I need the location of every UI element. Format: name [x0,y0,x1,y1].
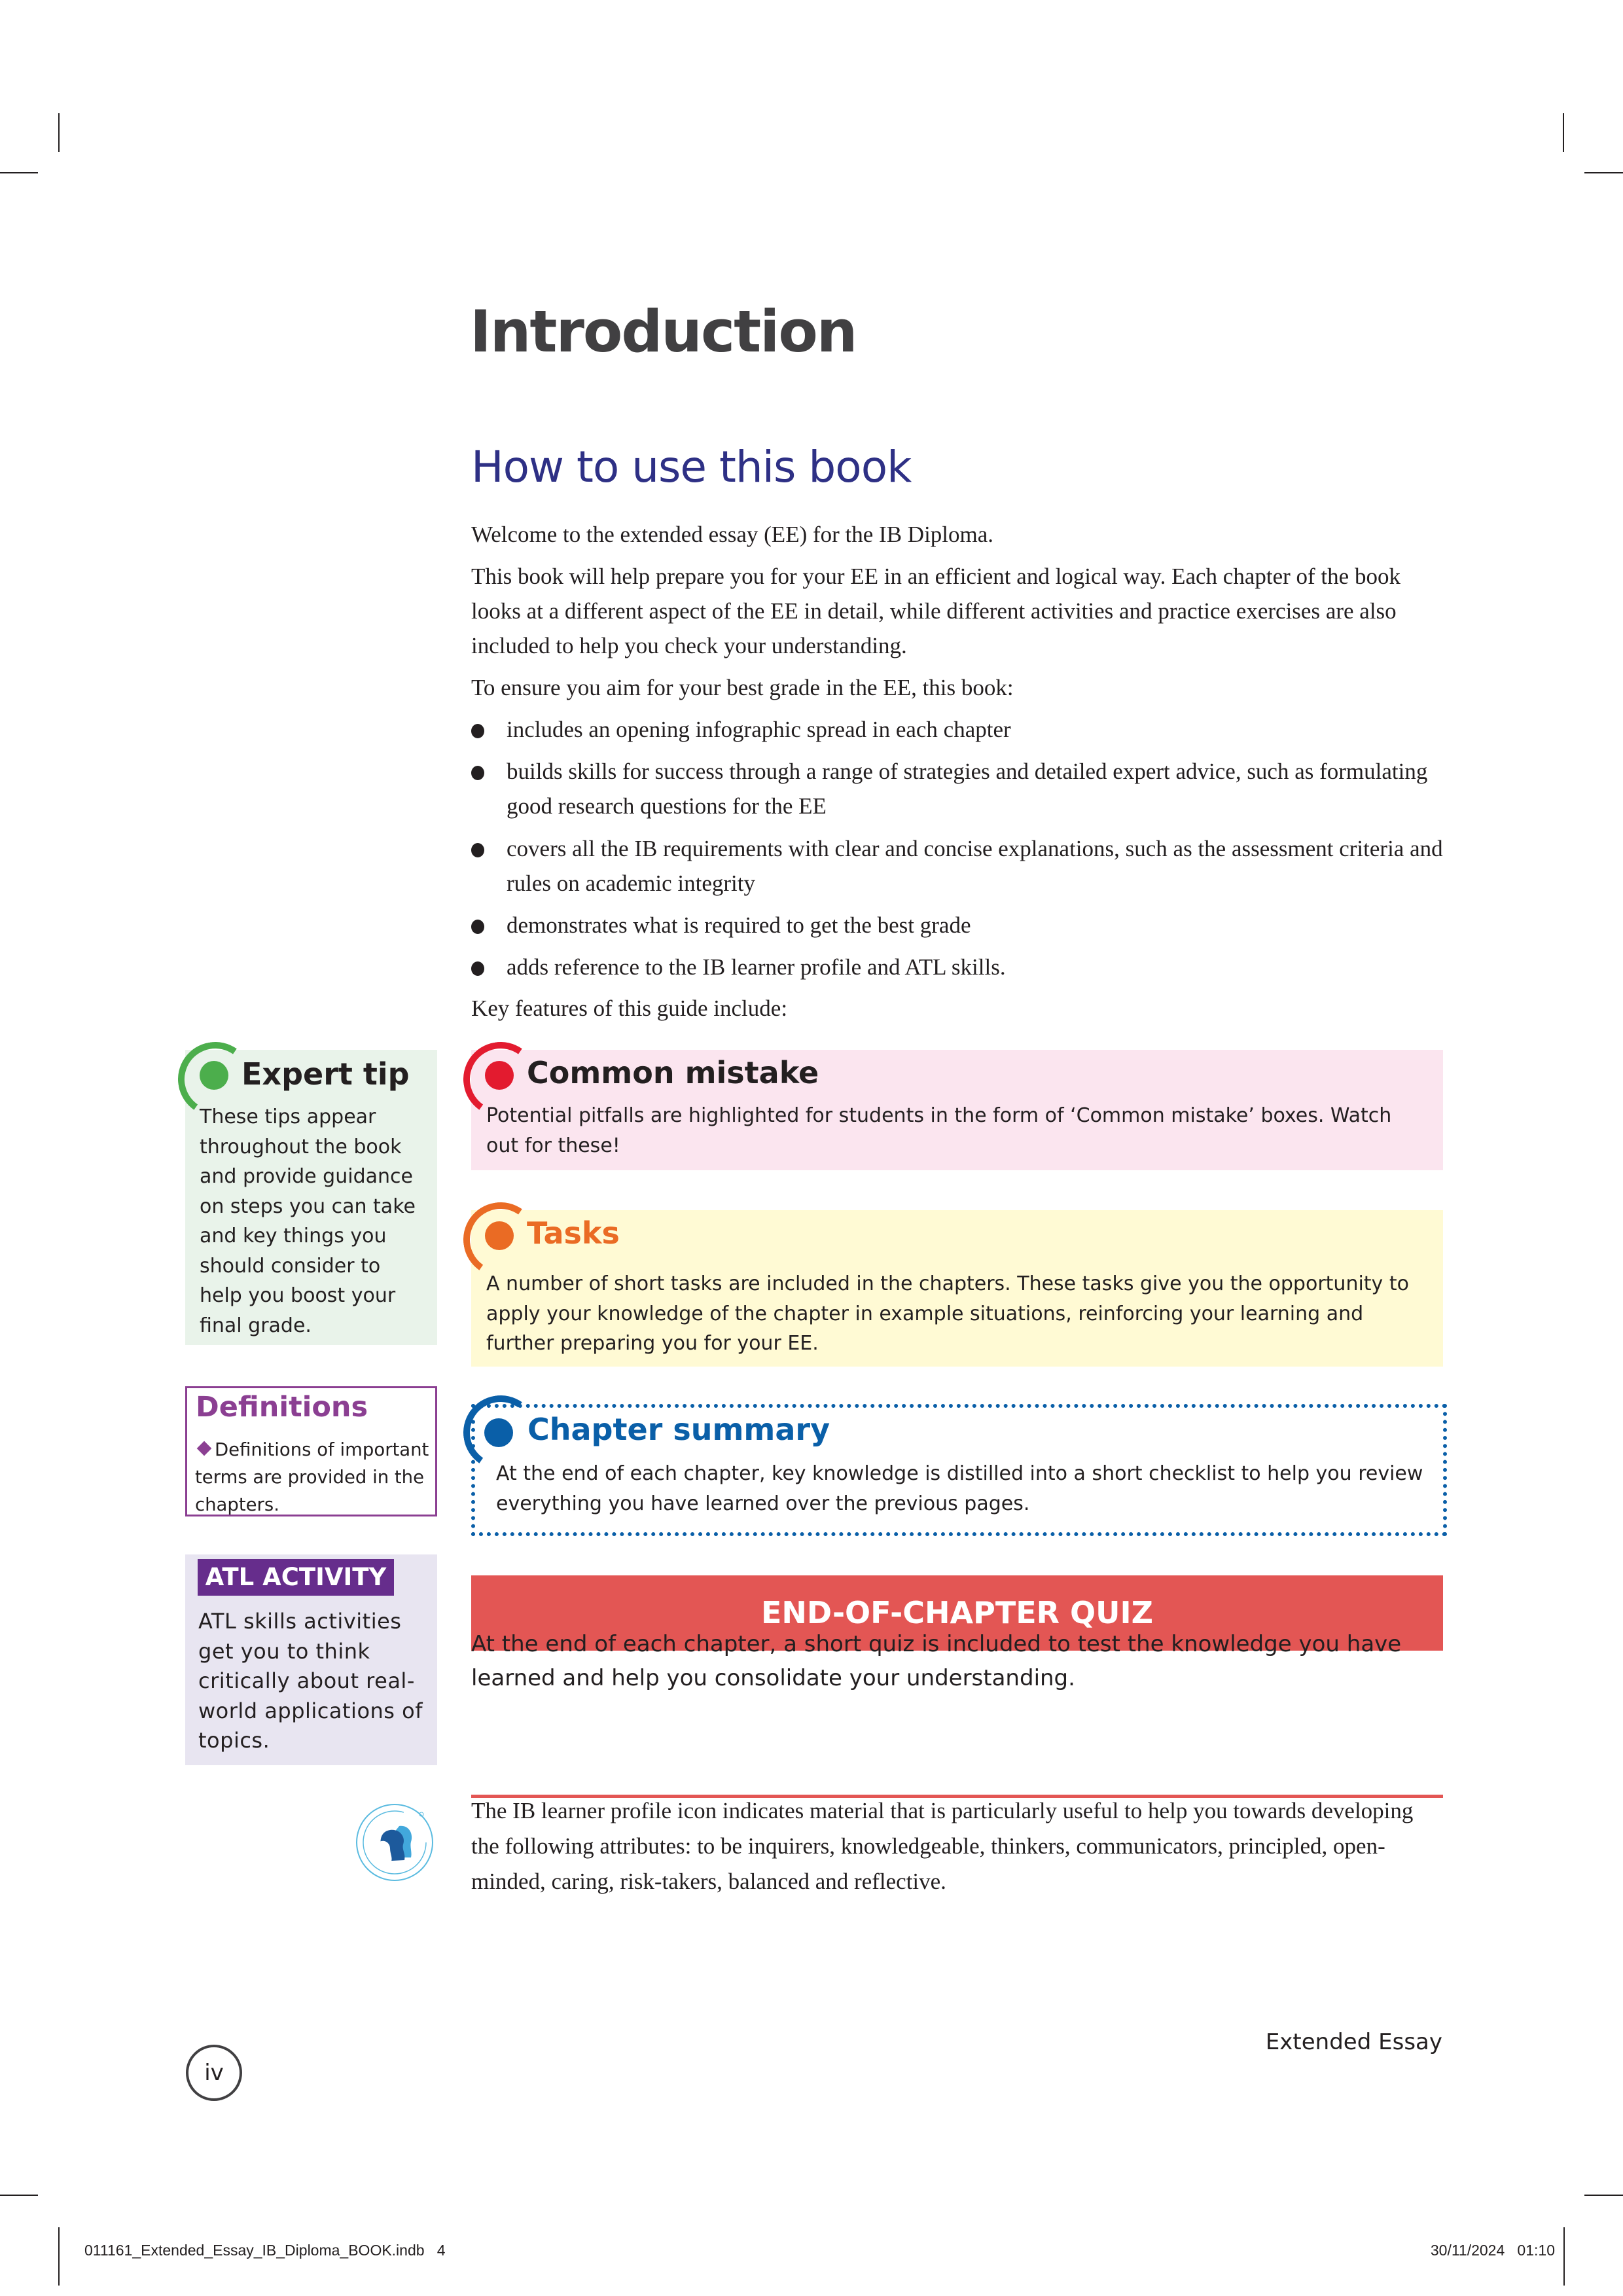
tasks-box [471,1210,1443,1367]
tasks-text: A number of short tasks are included in the chapters. These tasks give you the opportunity to apply your knowledge of the chapter in example situations, reinforcing your learning and further preparing you for your EE. [486,1272,1409,1355]
definitions-text: Definitions of important terms are provided in the chapters. [195,1439,429,1515]
diamond-icon [197,1441,212,1456]
crop-mark [58,113,60,152]
common-mistake-title: Common mistake [527,1055,819,1090]
learner-profile-text: The IB learner profile icon indicates material that is particularly useful to help you towards developing the following attributes: to be inquirers, knowledgeable, thinkers, communicators, principled, open-minded, caring, risk-takers, balanced and reflective. [471,1798,1414,1894]
bullet-icon [471,920,484,934]
definitions-title: Definitions [196,1391,368,1424]
list-item [471,831,1446,901]
crop-mark [1584,172,1623,173]
list-item [471,908,1446,942]
print-slug-file: 011161_Extended_Essay_IB_Diploma_BOOK.indb 4 [84,2242,446,2259]
running-head: Extended Essay [1265,2029,1442,2055]
crop-mark [1584,2195,1623,2196]
key-features-text: Key features of this guide include: [471,996,788,1021]
common-mistake-text: Potential pitfalls are highlighted for students in the form of ‘Common mistake’ boxes. Watch out for these! [486,1104,1392,1157]
bullet-icon [471,961,484,976]
print-slug-date: 30/11/2024 01:10 [1430,2242,1555,2259]
bullet-icon [471,724,484,738]
list-item-text: builds skills for success through a range of strategies and detailed expert advice, such as formulating good research questions for the EE [507,759,1428,819]
tasks-dot-icon [485,1221,514,1250]
page-title: Introduction [470,298,857,365]
list-item [471,712,1446,747]
bullet-icon [471,843,484,857]
common-mistake-box [471,1050,1443,1170]
common-mistake-dot-icon [485,1061,514,1090]
list-item-text: includes an opening infographic spread in each chapter [507,717,1011,742]
definitions-box [185,1386,437,1516]
crop-mark [0,2195,38,2196]
list-item [471,754,1446,823]
section-heading: How to use this book [471,442,912,492]
atl-activity-box [185,1554,437,1765]
welcome-text: Welcome to the extended essay (EE) for the IB Diploma. [471,522,994,547]
quiz-banner: END-OF-CHAPTER QUIZ [471,1575,1443,1651]
bullet-icon [471,766,484,780]
expert-tip-title: Expert tip [241,1056,410,1092]
intro-paragraph: This book will help prepare you for your EE in an efficient and logical way. Each chapter of the book looks at a different aspect of the EE in detail, while different activities and practice exercises are also included to help you check your understanding. [471,564,1400,658]
crop-mark [1563,113,1564,152]
page-number: iv [186,2045,242,2101]
expert-tip-dot-icon [200,1061,228,1090]
list-item-text: demonstrates what is required to get the best grade [507,912,971,938]
chapter-summary-box [471,1404,1447,1536]
lead-in-text: To ensure you aim for your best grade in the EE, this book: [471,675,1014,700]
list-item-text: adds reference to the IB learner profile and ATL skills. [507,954,1006,980]
crop-mark [0,172,38,173]
tasks-title: Tasks [527,1215,620,1251]
crop-mark [1563,2227,1565,2286]
chapter-summary-text: At the end of each chapter, key knowledge is distilled into a short checklist to help you review everything you have learned over the previous pages. [496,1462,1423,1515]
list-item-text: covers all the IB requirements with clear and concise explanations, such as the assessment criteria and rules on academic integrity [507,836,1443,896]
atl-activity-title: ATL ACTIVITY [198,1559,394,1596]
quiz-text: At the end of each chapter, a short quiz is included to test the knowledge you have learned and help you consolidate your understanding. [471,1631,1402,1691]
chapter-summary-dot-icon [484,1418,513,1447]
expert-tip-text: These tips appear throughout the book and provide guidance on steps you can take and key things you should consider to help you boost your final grade. [200,1105,416,1337]
crop-mark [58,2227,60,2286]
list-item [471,950,1446,984]
ib-learner-profile-icon [353,1801,436,1884]
atl-activity-text: ATL skills activities get you to think critically about real-world applications of topics. [198,1609,423,1753]
chapter-summary-title: Chapter summary [527,1412,830,1447]
